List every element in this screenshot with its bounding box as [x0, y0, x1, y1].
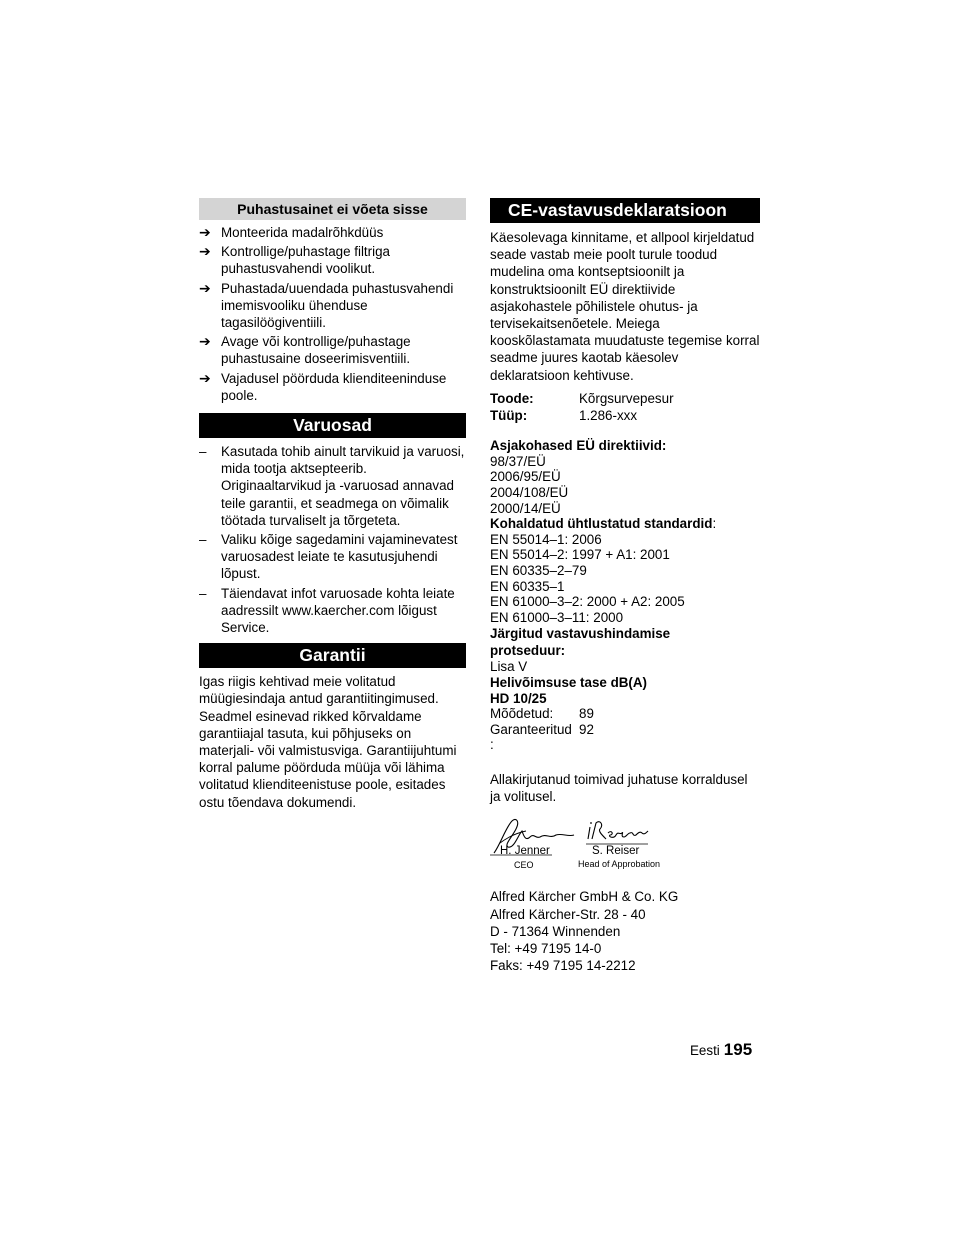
- product-label: Toode:: [490, 390, 534, 406]
- signatory-title: Head of Approbation: [578, 859, 661, 870]
- section-heading-warranty: Garantii: [199, 643, 466, 668]
- arrow-right-icon: ➔: [199, 369, 211, 386]
- guaranteed-colon: :: [490, 737, 494, 753]
- noise-label: Helivõimsuse tase dB(A): [490, 674, 648, 690]
- address-line: Alfred Kärcher GmbH & Co. KG: [490, 889, 679, 905]
- address-line: Alfred Kärcher-Str. 28 - 40: [490, 906, 646, 922]
- company-address: [490, 888, 760, 974]
- measured-label: Mõõdetud:: [490, 706, 554, 722]
- signatory-name: S. Reiser: [592, 845, 640, 858]
- product-value: Kõrgsurvepesur: [579, 390, 674, 406]
- arrow-right-icon: ➔: [199, 224, 211, 240]
- standard-item: EN 61000–3–2: 2000 + A2: 2005: [490, 594, 685, 610]
- standard-item: EN 61000–3–11: 2000: [490, 609, 624, 625]
- arrow-right-icon: ➔: [199, 243, 211, 260]
- page-number: 195: [723, 1040, 753, 1059]
- list-item: – Kasutada tohib ainult tarvikuid ja varuosi, mida tootja aktsepteerib. Originaaltarvikud ja -varuosad annavad teile garantii, et seadmega on võimalik töötada turvaliselt ja tõrgeteta.: [199, 444, 465, 528]
- section-heading-spare-parts: Varuosad: [199, 413, 466, 438]
- standards-colon: :: [712, 516, 717, 532]
- standards-label: Kohaldatud ühtlustatud standardid: [490, 516, 713, 532]
- guaranteed-label: Garanteeritud: [490, 721, 572, 737]
- product-row: [490, 390, 760, 407]
- dash-bullet: –: [199, 585, 207, 601]
- page-footer: [690, 1041, 760, 1059]
- procedure-label: Järgitud vastavushindamise protseduur:: [490, 626, 671, 659]
- directive-item: 2004/108/EÜ: [490, 485, 569, 501]
- directive-item: 2006/95/EÜ: [490, 469, 561, 485]
- address-line: D - 71364 Winnenden: [490, 923, 621, 939]
- list-item: ➔ Vajadusel pöörduda klienditeeninduse poole.: [199, 369, 447, 403]
- signatures: [490, 815, 760, 877]
- list-item: – Valiku kõige sagedamini vajaminevatest varuosadest leiate te kasutusjuhendi lõpust.: [199, 532, 458, 582]
- type-row: [490, 407, 760, 424]
- model-label: HD 10/25: [490, 690, 547, 706]
- procedure-value: Lisa V: [490, 659, 528, 675]
- standard-item: EN 55014–2: 1997 + A1: 2001: [490, 547, 670, 563]
- standard-item: EN 60335–1: [490, 578, 565, 594]
- list-item: ➔ Monteerida madalrõhkdüüs: [199, 224, 384, 240]
- type-value: 1.286-xxx: [579, 408, 638, 424]
- right-column: [490, 198, 760, 974]
- list-item: ➔ Puhastada/uuendada puhastusvahendi imemisvooliku ühenduse tagasilöögiventiili.: [199, 279, 454, 331]
- type-label: Tüüp:: [490, 408, 528, 424]
- list-item: ➔ Avage või kontrollige/puhastage puhastusaine doseerimisventiili.: [199, 333, 411, 367]
- spare-parts-list: [199, 443, 466, 636]
- measured-value: 89: [579, 706, 594, 722]
- directive-item: 2000/14/EÜ: [490, 500, 561, 516]
- address-line: Tel: +49 7195 14-0: [490, 940, 602, 956]
- section-heading-cleaning-agent: Puhastusainet ei võeta sisse: [199, 198, 466, 220]
- signature-reiser-image: [586, 817, 652, 847]
- signoff-text: Allakirjutanud toimivad juhatuse korraldusel ja volitusel.: [490, 771, 748, 805]
- list-item: – Täiendavat infot varuosade kohta leiate aadressilt www.kaercher.com lõigust Service.: [199, 585, 455, 636]
- signatory-title: CEO: [514, 860, 534, 871]
- cleaning-agent-steps: [199, 224, 466, 404]
- signatory-name: H. Jenner: [500, 845, 550, 858]
- standard-item: EN 55014–1: 2006: [490, 531, 602, 547]
- directives-label: Asjakohased EÜ direktiivid:: [490, 438, 667, 454]
- warranty-text: Igas riigis kehtivad meie volitatud müügiesindaja antud garantiitingimused. Seadmel esinevad rikked kõrvaldame garantiiajal tasuta, kui põhjuseks on materjali- või valmistusviga. Garantiijuhtumi korral palume pöörduda müüja või lähima volitatud klienditeenistuse poole, esitades ostu tõendava dokumendi.: [199, 674, 457, 810]
- list-item: ➔ Kontrollige/puhastage filtriga puhastusvahendi voolikut.: [199, 243, 390, 277]
- declaration-intro: Käesolevaga kinnitame, et allpool kirjeldatud seade vastab meie poolt turule toodud mudelina oma kontseptsioonilt ja konstruktsioonilt EÜ direktiivide asjakohastele põhilistele ohutus- ja tervisekaitsenõetele. Meiega kooskõlastamata muudatuste tegemise korral seadme juures kaotab käesolev deklaratsioon kehtivuse.: [490, 230, 760, 383]
- arrow-right-icon: ➔: [199, 279, 211, 296]
- dash-bullet: –: [199, 444, 207, 460]
- directive-item: 98/37/EÜ: [490, 453, 546, 469]
- left-column: [199, 198, 466, 811]
- footer-language: Eesti: [690, 1043, 720, 1058]
- arrow-right-icon: ➔: [199, 333, 211, 350]
- section-heading-ce-declaration: CE-vastavusdeklaratsioon: [490, 198, 760, 223]
- standard-item: EN 60335–2–79: [490, 562, 587, 578]
- dash-bullet: –: [199, 532, 207, 548]
- guaranteed-value: 92: [579, 721, 594, 737]
- address-line: Faks: +49 7195 14-2212: [490, 958, 636, 974]
